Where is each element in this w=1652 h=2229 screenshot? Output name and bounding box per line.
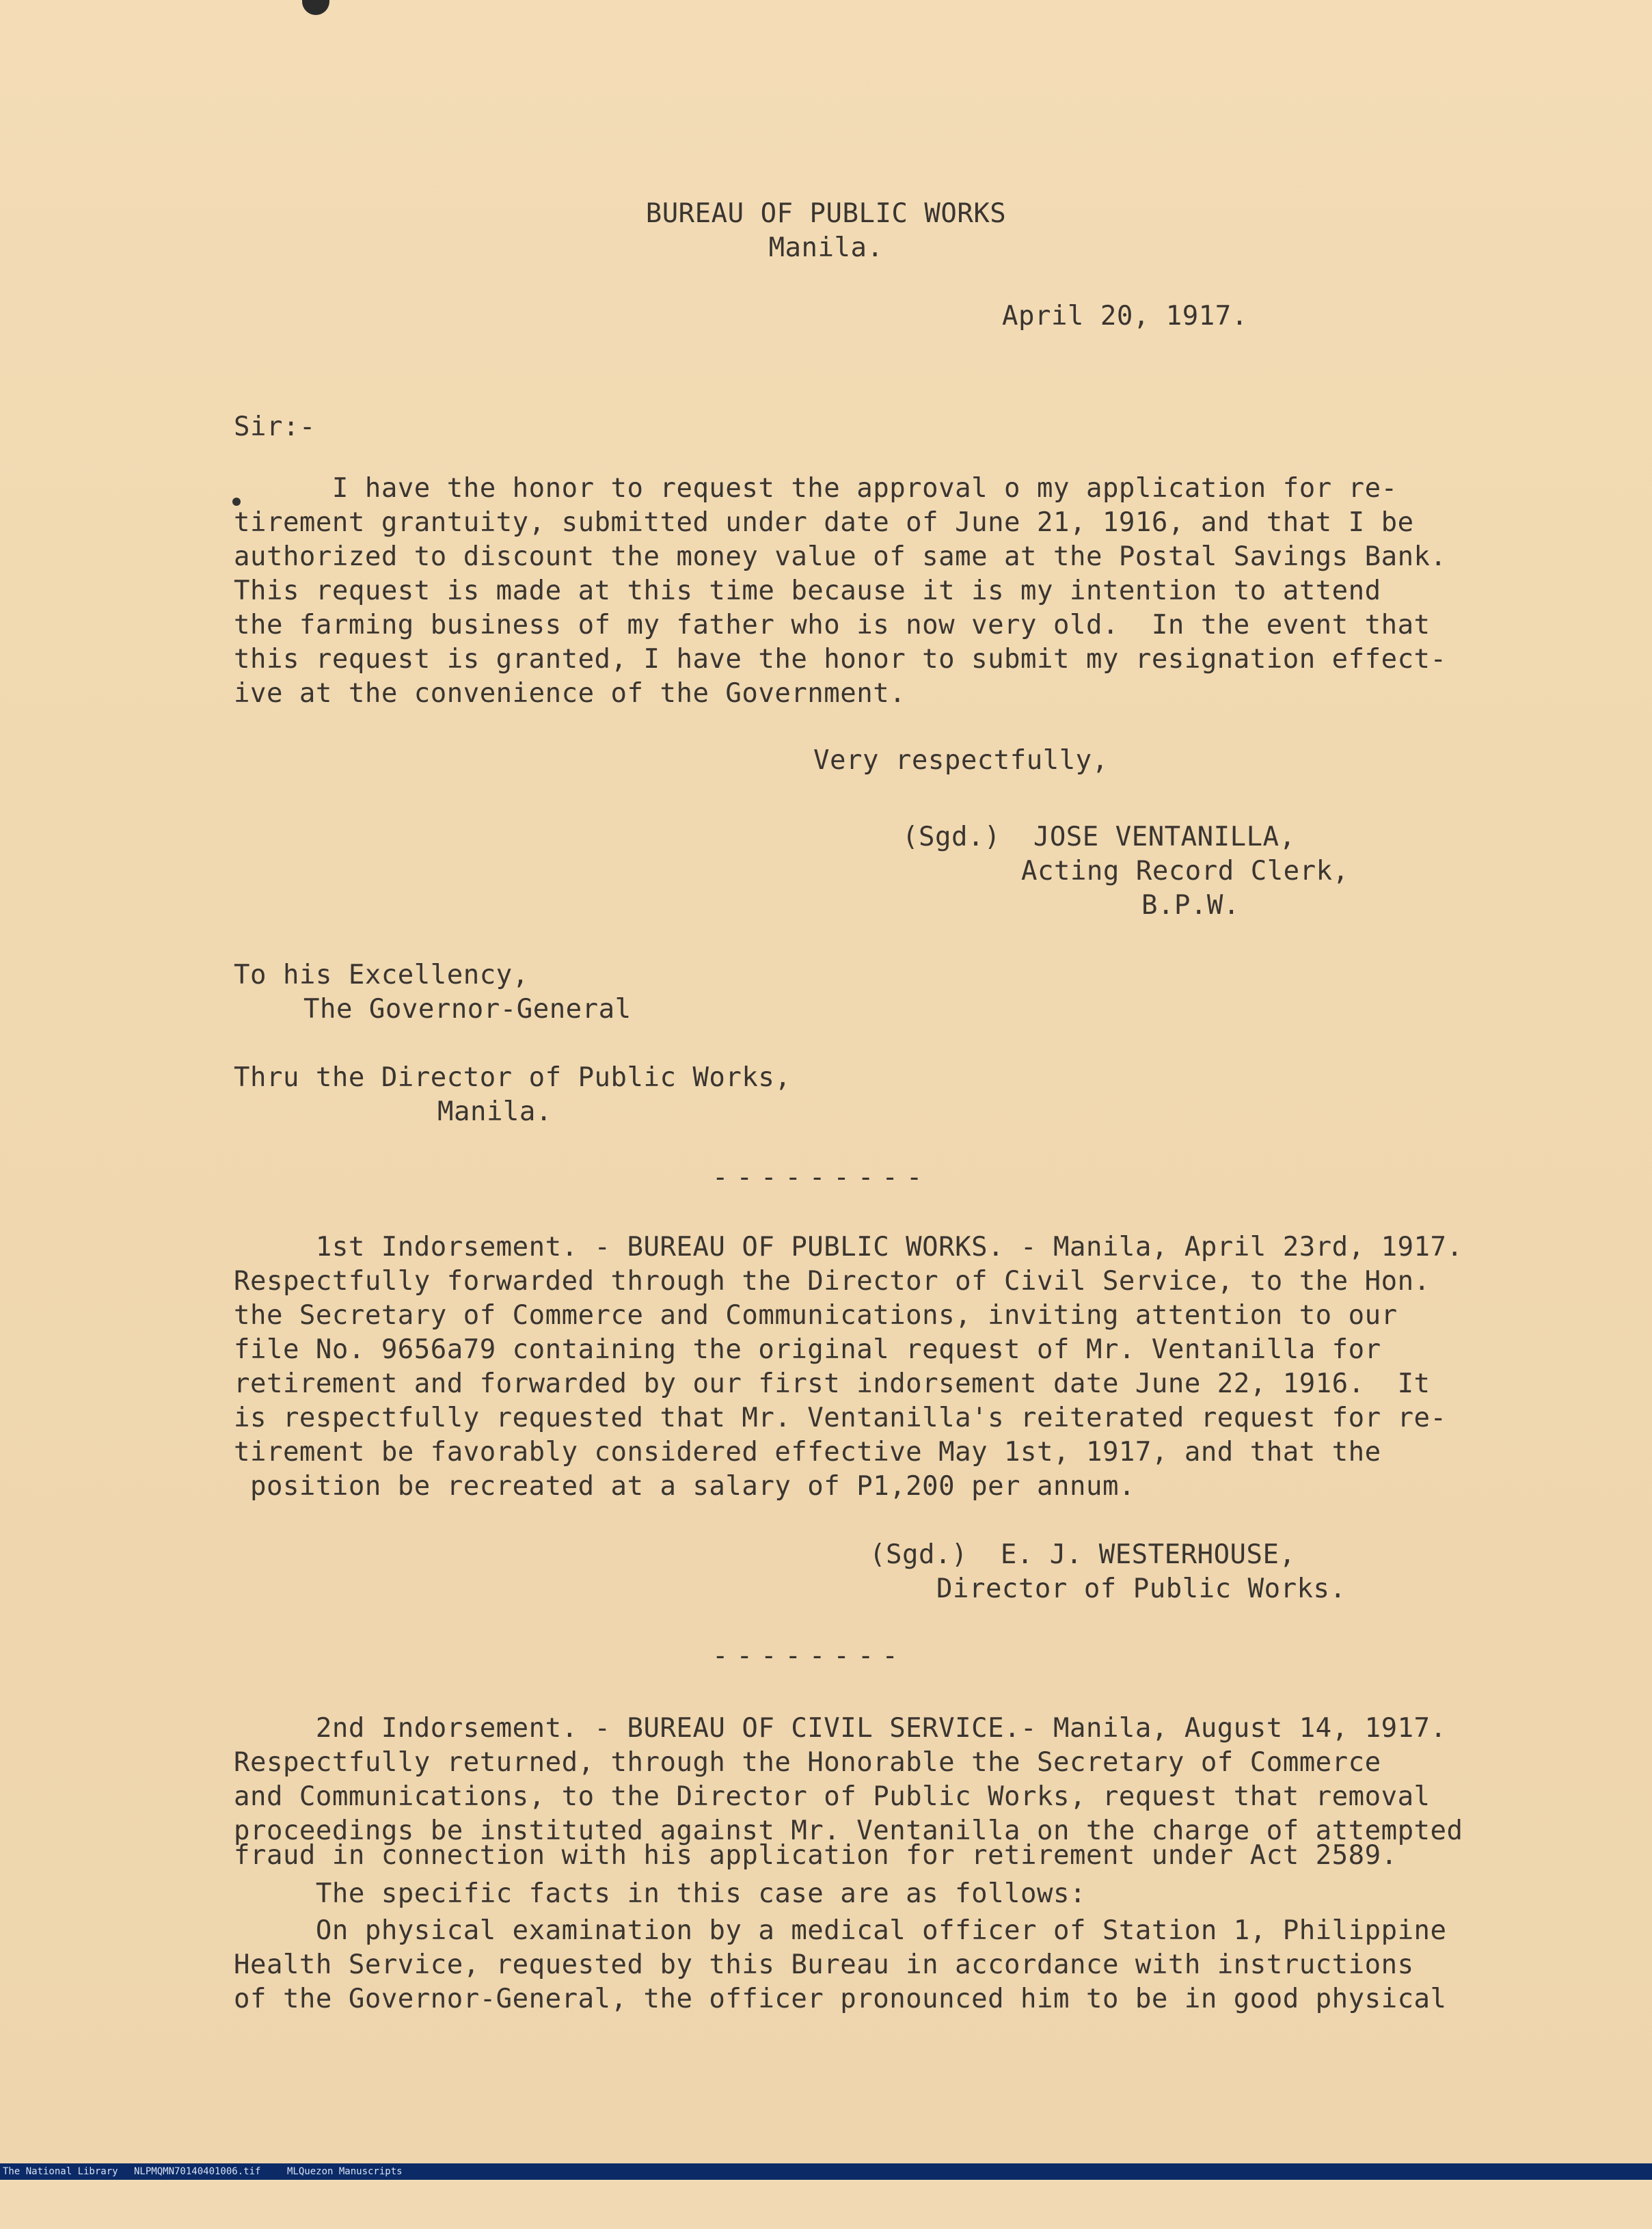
section-separator: --------- [712, 1162, 931, 1193]
indorsement-line: 2nd Indorsement. - BUREAU OF CIVIL SERVICE.- Manila, August 14, 1917. [234, 1713, 1447, 1744]
footer-library: The National Library [3, 2166, 118, 2177]
indorsement-line: the Secretary of Commerce and Communications, inviting attention to our [234, 1300, 1398, 1331]
punch-hole [302, 0, 329, 15]
indorsement-line: fraud in connection with his application for retirement under Act 2589. [234, 1840, 1398, 1871]
signature-office: B.P.W. [1141, 890, 1240, 921]
indorsement-line: The specific facts in this case are as follows: [234, 1878, 1086, 1909]
closing: Very respectfully, [813, 745, 1109, 776]
address-line: Thru the Director of Public Works, [234, 1062, 791, 1093]
indorsement-line: retirement and forwarded by our first indorsement date June 22, 1916. It [234, 1368, 1431, 1399]
section-separator: -------- [712, 1640, 906, 1671]
indorsement-line: tirement be favorably considered effective May 1st, 1917, and that the [234, 1437, 1381, 1468]
indorsement-line: is respectfully requested that Mr. Ventanilla's reiterated request for re- [234, 1403, 1447, 1433]
letterhead-org: BUREAU OF PUBLIC WORKS [645, 198, 1007, 229]
letterhead-city: Manila. [768, 232, 884, 263]
indorsement-line: Respectfully forwarded through the Director of Civil Service, to the Hon. [234, 1266, 1431, 1297]
footer-collection: MLQuezon Manuscripts [287, 2166, 403, 2177]
indorsement-line: position be recreated at a salary of P1,200 per annum. [234, 1471, 1135, 1502]
indorsement-line: of the Governor-General, the officer pronounced him to be in good physical [234, 1984, 1447, 2014]
indorsement-signature-title: Director of Public Works. [936, 1573, 1346, 1604]
indorsement-line: file No. 9656a79 containing the original request of Mr. Ventanilla for [234, 1334, 1381, 1365]
salutation: Sir:- [234, 411, 316, 442]
address-line: Manila. [437, 1096, 552, 1127]
body-line: the farming business of my father who is now very old. In the event that [234, 610, 1431, 640]
indorsement-line: Health Service, requested by this Bureau in accordance with instructions [234, 1949, 1414, 1980]
body-line: authorized to discount the money value of same at the Postal Savings Bank. [234, 541, 1447, 572]
indorsement-line: On physical examination by a medical officer of Station 1, Philippine [234, 1915, 1447, 1946]
body-line: ive at the convenience of the Government. [234, 678, 906, 709]
indorsement-line: 1st Indorsement. - BUREAU OF PUBLIC WORKS. - Manila, April 23rd, 1917. [234, 1232, 1463, 1262]
signature-title: Acting Record Clerk, [1021, 856, 1349, 887]
body-line: tirement grantuity, submitted under date of June 21, 1916, and that I be [234, 507, 1414, 538]
signature-name: (Sgd.) JOSE VENTANILLA, [902, 822, 1296, 852]
indorsement-line: proceedings be instituted against Mr. Ventanilla on the charge of attempted [234, 1815, 1463, 1846]
body-line: this request is granted, I have the honor to submit my resignation effect- [234, 644, 1447, 675]
indorsement-line: and Communications, to the Director of Public Works, request that removal [234, 1781, 1431, 1812]
letter-date: April 20, 1917. [1002, 301, 1248, 332]
archive-footer-bar [0, 2163, 1652, 2180]
indorsement-signature: (Sgd.) E. J. WESTERHOUSE, [869, 1539, 1296, 1570]
address-line: The Governor-General [303, 994, 632, 1025]
body-line: I have the honor to request the approval o my application for re- [234, 473, 1398, 504]
body-line: This request is made at this time because it is my intention to attend [234, 576, 1381, 606]
address-line: To his Excellency, [234, 960, 529, 990]
indorsement-line: Respectfully returned, through the Honorable the Secretary of Commerce [234, 1747, 1381, 1778]
footer-filename: NLPMQMN70140401006.tif [134, 2166, 261, 2177]
